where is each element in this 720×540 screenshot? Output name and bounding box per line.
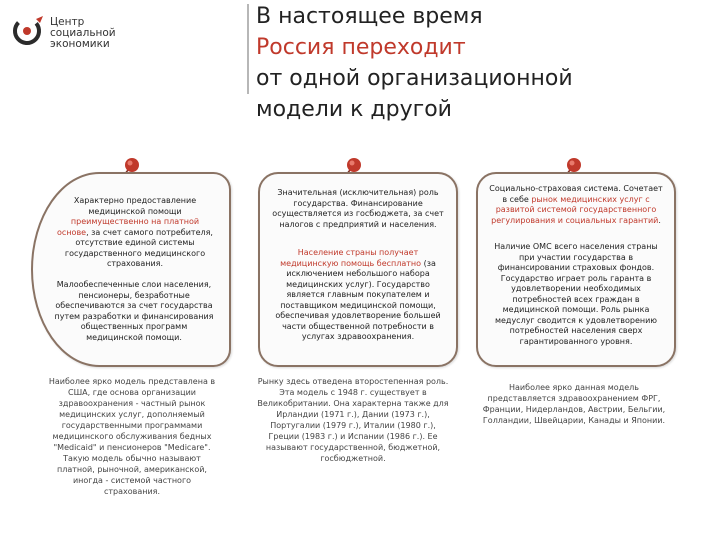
title-divider [247, 4, 249, 94]
card-note-insurance: Наиболее ярко данная модель представляется здравоохранением ФРГ, Франции, Нидерландов, Австрии, Бельгии, Голландии, Швейцарии, Канады и Японии. [482, 383, 666, 425]
title-line-1: В настоящее время [256, 4, 483, 29]
card-note-state: Рынку здесь отведена второстепенная роль. Эта модель с 1948 г. существует в Великобритании. Она характерна также для Ирландии (1971 г.), Дании (1973 г.), Португалии (1979 г.), Италии (1980 г.), Греции (1983 г.) и Испании (1986 г.). Ее называют государственной, бюджетной, госбюджетной. [257, 377, 449, 463]
logo-line-3: экономики [50, 38, 110, 50]
card-note-private: Наиболее ярко модель представлена в США, где основа организации здравоохранения - частный рынок медицинских услуг, дополняемый государственными программами медицинского обслуживания бедных "Medicaid" и пенсионеров "Medicare". Такую модель обычно называют платной, рыночной, американской, иногда - системой частного страхования. [48, 377, 216, 496]
card-text: (за исключением небольшого набора медицинских услуг). Государство является главным покупателем и поставщиком медицинской помощи, обеспечивая удовлетворение большей части общественной потребности в услугах здравоохранения. [275, 258, 441, 341]
logo-icon [12, 14, 46, 48]
card-paragraph [478, 242, 674, 347]
logo [12, 14, 152, 58]
logo-line-2: социальной [50, 27, 116, 39]
logo-text [50, 17, 116, 50]
title-line-4: модели к другой [256, 97, 452, 122]
card-paragraph [33, 196, 229, 270]
card-paragraph [478, 184, 674, 226]
title-line-2: Россия переходит [256, 35, 466, 60]
title-line-3: от одной организационной [256, 66, 573, 91]
card-text: Социально-страховая система. Сочетает в себе [489, 184, 663, 204]
card-highlight: Население страны получает медицинскую помощь бесплатно [280, 248, 422, 268]
page-title [256, 1, 696, 125]
card-text: . [658, 215, 661, 225]
card-text: Характерно предоставление медицинской помощи [73, 196, 197, 216]
card-text: Наличие ОМС всего населения страны при участии государства в финансировании страховых фондов. Государство играет роль гаранта в удовлетворении необходимых потребностей всех граждан в медицинской помощи. Роль рынка медуслуг сводится к удовлетворению потребностей населения сверх гарантированного уровня. [494, 242, 658, 346]
card-paragraph [33, 280, 229, 343]
card-highlight: преимущественно на платной основе [57, 217, 200, 237]
card-text: Значительная (исключительная) роль государства. Финансирование осуществляется из госбюджета, за счет налогов с предприятий и населения. [272, 188, 444, 229]
model-card-insurance [476, 172, 676, 367]
card-text: , за счет самого потребителя, отсутствие единой системы государственного медицинского страхования. [64, 227, 213, 268]
model-card-private [31, 172, 231, 367]
logo-line-1: Центр [50, 16, 85, 28]
card-paragraph [260, 248, 456, 343]
card-text: Малообеспеченные слои населения, пенсионеры, безработные обеспечиваются за счет государства путем разработки и финансирования общественных программ медицинской помощи. [54, 280, 214, 342]
card-paragraph [260, 188, 456, 230]
card-highlight: рынок медицинских услуг с развитой системой государственного регулирования и социальных гарантий [491, 194, 659, 225]
model-card-state [258, 172, 458, 367]
